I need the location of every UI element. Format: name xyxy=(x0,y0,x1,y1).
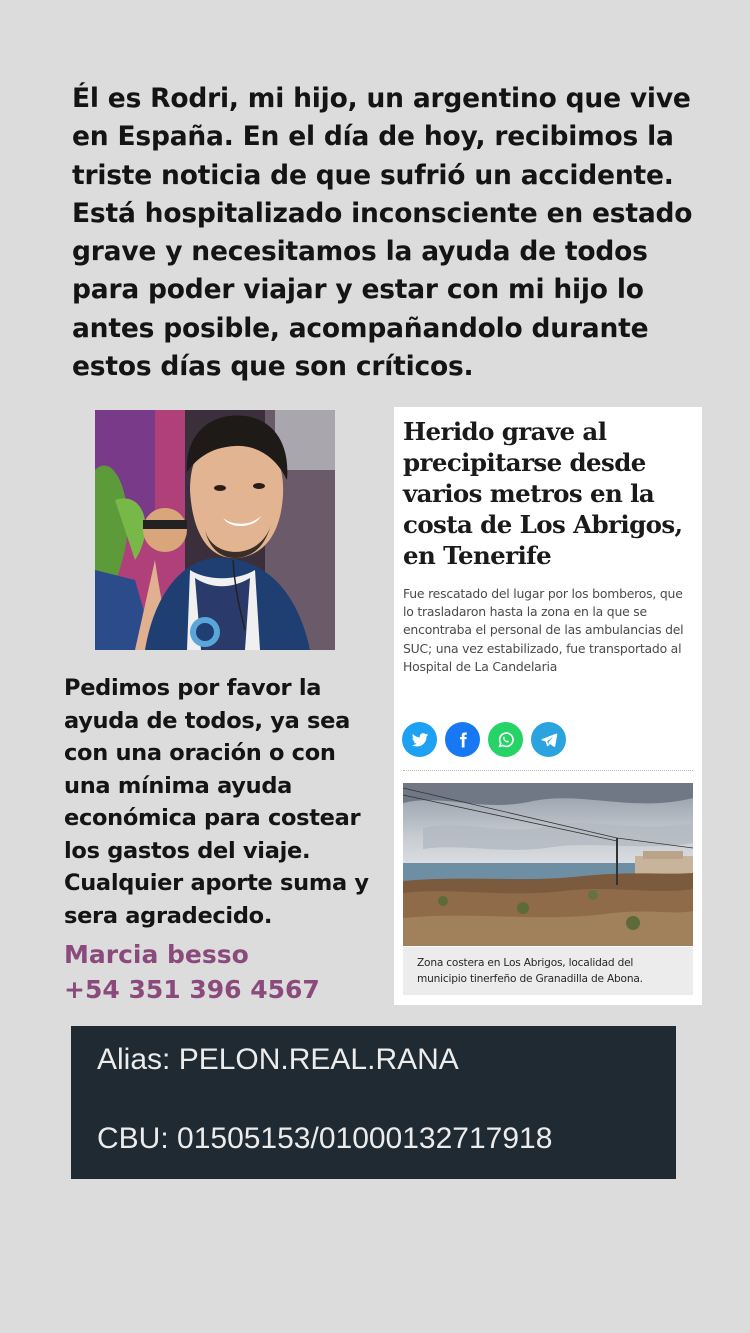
bank-details-box xyxy=(71,1026,676,1179)
bank-cbu[interactable]: CBU: 01505153/01000132717918 xyxy=(97,1122,553,1155)
son-portrait-photo xyxy=(95,410,335,650)
facebook-icon xyxy=(454,731,472,749)
telegram-icon xyxy=(540,731,558,749)
article-headline[interactable]: Herido grave al precipitarse desde varios metros en la costa de Los Abrigos, en Tenerife xyxy=(403,417,683,570)
share-buttons xyxy=(402,722,566,757)
contact-name: Marcia besso xyxy=(64,940,249,969)
intro-message: Él es Rodri, mi hijo, un argentino que vive en España. En el día de hoy, recibimos la triste noticia de que sufrió un accidente. Está hospitalizado inconsciente en estado grave y necesitamos la ayuda de todos para poder viajar y estar con mi hijo lo antes posible, acompañandolo durante estos días que son críticos. xyxy=(72,83,693,383)
article-divider xyxy=(403,770,693,771)
news-article-card xyxy=(394,407,702,1005)
telegram-share-button[interactable] xyxy=(531,722,566,757)
bank-alias[interactable]: Alias: PELON.REAL.RANA xyxy=(97,1043,459,1076)
coast-photo[interactable] xyxy=(403,783,693,946)
donation-plea: Pedimos por favor la ayuda de todos, ya sea con una oración o con una mínima ayuda económica para costear los gastos del viaje. Cualquier aporte suma y sera agradecido. xyxy=(64,675,369,929)
twitter-share-button[interactable] xyxy=(402,722,437,757)
facebook-share-button[interactable] xyxy=(445,722,480,757)
twitter-icon xyxy=(411,731,429,749)
article-summary: Fue rescatado del lugar por los bomberos, que lo trasladaron hasta la zona en la que se encontraba el personal de las ambulancias del SUC; una vez estabilizado, fue transportado al Hospital de La Candelaria xyxy=(403,586,684,674)
whatsapp-share-button[interactable] xyxy=(488,722,523,757)
contact-phone[interactable]: +54 351 396 4567 xyxy=(64,975,320,1004)
whatsapp-icon xyxy=(496,730,516,750)
contact-info xyxy=(64,937,384,1007)
photo-caption-box xyxy=(403,947,693,995)
photo-caption: Zona costera en Los Abrigos, localidad del municipio tinerfeño de Granadilla de Abona. xyxy=(417,957,643,985)
